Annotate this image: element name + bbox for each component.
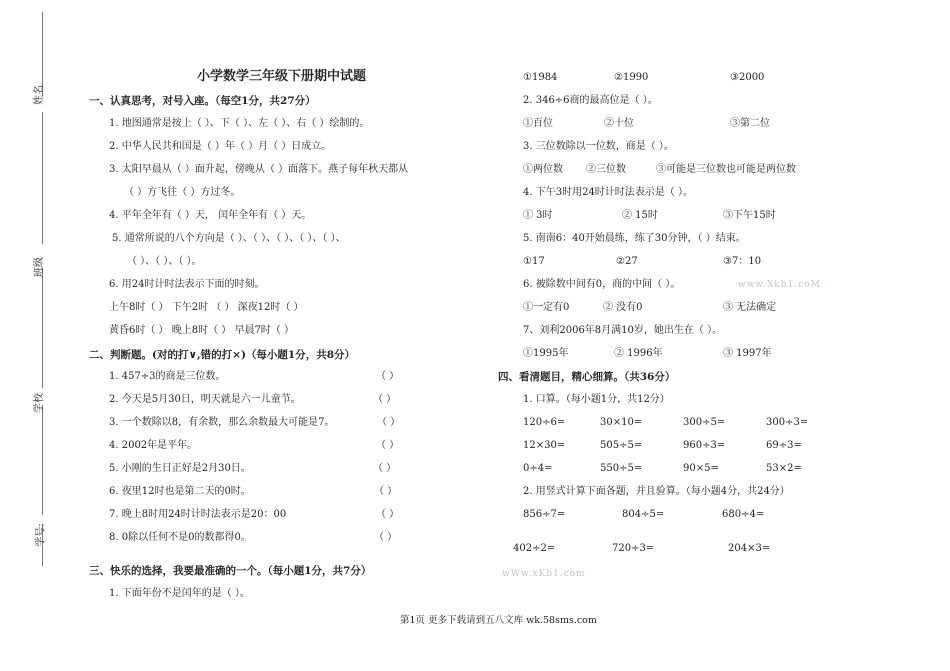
vertical-calc-item: 804÷5= (622, 509, 665, 520)
question-text: 2. 346÷6商的最高位是（ ）。 (523, 95, 658, 106)
oral-calc-item: 53×2= (766, 463, 802, 474)
vertical-calc-item: 720÷3= (612, 543, 655, 554)
answer-bracket: （ ） (373, 394, 397, 405)
oral-calc-item: 30×10= (600, 417, 643, 428)
choice-option: ① 3时 (523, 210, 553, 221)
choice-option: ①两位数 (523, 164, 563, 175)
vertical-calc-item: 402÷2= (513, 543, 556, 554)
question-text: 4. 下午3时用24时计时法表示是（ ）。 (523, 187, 693, 198)
choice-option: ②27 (616, 256, 638, 267)
binding-line (42, 405, 43, 515)
page-footer: 第1页 更多下载请到五八文库 wk.58sms.com (400, 615, 597, 626)
choice-option: ③可能是三位数也可能是两位数 (656, 164, 796, 175)
choice-option: ③ 1997年 (723, 348, 772, 359)
choice-option: ①1995年 (523, 348, 569, 359)
watermark-text: wWw.xKb1.com (502, 569, 586, 579)
question-text: 2. 中华人民共和国是（ ）年（ ）月（ ）日成立。 (109, 141, 332, 152)
watermark-text: www.Xkb1.coM (738, 280, 821, 290)
oral-calc-item: 505÷5= (600, 440, 643, 451)
question-text: 5. 通常所说的八个方向是（ ）、（ ）、（ ）、（ ）、（ ）、 (112, 233, 346, 244)
choice-option: ② 1996年 (614, 348, 663, 359)
oral-calc-item: 960÷3= (683, 440, 726, 451)
choice-option: ③下午15时 (723, 210, 776, 221)
choice-option: ③第二位 (730, 118, 770, 129)
class-label: 班级 (34, 257, 45, 277)
answer-bracket: （ ） (376, 371, 400, 382)
choice-option: ②1990 (614, 72, 649, 83)
judgement-item: 5. 小刚的生日正好是2月30日。 (109, 463, 251, 474)
question-text: （ ）、（ ）、（ ）。 (127, 256, 202, 267)
answer-bracket: （ ） (376, 509, 400, 520)
question-text: 1. 地图通常是按上（ ）、下（ ）、左（ ）、右（ ）绘制的。 (109, 118, 370, 129)
judgement-item: 6. 夜里12时也是第二天的0时。 (109, 486, 251, 497)
question-text: 上午8时（ ） 下午2时 （ ） 深夜12时（ ） (109, 302, 304, 313)
page-title: 小学数学三年级下册期中试题 (197, 69, 367, 84)
answer-bracket: （ ） (376, 440, 400, 451)
choice-option: ②十位 (604, 118, 634, 129)
question-text: 1. 下面年份不是闰年的是（ ）。 (109, 588, 250, 599)
question-text: 2. 用竖式计算下面各题，并且验算。（每小题4分，共24分） (523, 486, 790, 497)
oral-calc-item: 69÷3= (766, 440, 802, 451)
name-label: 姓名 (34, 85, 45, 105)
answer-bracket: （ ） (377, 417, 401, 428)
question-text: 1. 口算。（每小题1分，共12分） (523, 394, 670, 405)
oral-calc-item: 0÷4= (523, 463, 553, 474)
oral-calc-item: 12×30= (523, 440, 566, 451)
question-text: 4. 平年全年有（ ）天， 闰年全年有（ ）天。 (109, 210, 312, 221)
question-text: 7、刘利2006年8月满10岁，她出生在（ ）。 (523, 325, 723, 336)
choice-option: ①17 (523, 256, 545, 267)
choice-option: ②三位数 (586, 164, 626, 175)
question-text: 5. 南南6：40开始晨练，练了30分钟，（ ）结束。 (523, 233, 746, 244)
answer-bracket: （ ） (374, 532, 398, 543)
judgement-item: 2. 今天是5月30日，明天就是六一儿童节。 (109, 394, 301, 405)
question-text: 黄昏6时（ ） 晚上8时（ ） 早晨7时（ ） (109, 325, 294, 336)
judgement-item: 7. 晚上8时用24时计时法表示是20：00 (109, 509, 287, 520)
oral-calc-item: 300÷5= (683, 417, 726, 428)
binding-line (42, 112, 43, 244)
question-text: 3. 三位数除以一位数，商是（ ）。 (523, 141, 674, 152)
section2-heading: 二、判断题。(对的打∨,错的打×)（每小题1分，共8分） (89, 349, 356, 361)
choice-option: ② 15时 (622, 210, 658, 221)
question-text: （ ）方飞往（ ）方过冬。 (124, 187, 241, 198)
choice-option: ③7：10 (723, 256, 762, 267)
judgement-item: 4. 2002年是平年。 (109, 440, 198, 451)
vertical-calc-item: 680÷4= (722, 509, 765, 520)
question-text: 3. 太阳早晨从（ ）面升起，傍晚从（ ）面落下。燕子每年秋天都从 (109, 164, 409, 175)
choice-option: ③ 无法确定 (723, 302, 777, 313)
question-text: 6. 被除数中间有0，商的中间（ ）。 (523, 279, 681, 290)
section4-heading: 四、看清题目，精心细算。（共36分） (498, 371, 676, 383)
binding-line (42, 268, 43, 388)
judgement-item: 1. 457÷3的商是三位数。 (109, 371, 226, 382)
choice-option: ①一定有0 (523, 302, 570, 313)
choice-option: ①百位 (523, 118, 553, 129)
choice-option: ①1984 (523, 72, 558, 83)
answer-bracket: （ ） (374, 486, 398, 497)
oral-calc-item: 120÷6= (523, 417, 566, 428)
answer-bracket: （ ） (373, 463, 397, 474)
vertical-calc-item: 204×3= (728, 543, 771, 554)
school-label: 学校 (34, 393, 45, 413)
choice-option: ② 没有0 (603, 302, 643, 313)
oral-calc-item: 550÷5= (600, 463, 643, 474)
judgement-item: 3. 一个数除以8，有余数，那么余数最大可能是7。 (109, 417, 335, 428)
judgement-item: 8. 0除以任何不是0的数都得0。 (109, 532, 251, 543)
oral-calc-item: 300÷3= (766, 417, 809, 428)
vertical-calc-item: 856÷7= (523, 509, 566, 520)
student-id-label: 学号: (35, 523, 47, 547)
oral-calc-item: 90×5= (683, 463, 719, 474)
choice-option: ③2000 (730, 72, 765, 83)
question-text: 6. 用24时计时法表示下面的时刻。 (109, 279, 265, 290)
section3-heading: 三、快乐的选择，我要最准确的一个。（每小题1分，共7分） (89, 565, 372, 577)
section1-heading: 一、认真思考，对号入座。（每空1分，共27分） (89, 95, 316, 107)
binding-line (42, 12, 43, 96)
